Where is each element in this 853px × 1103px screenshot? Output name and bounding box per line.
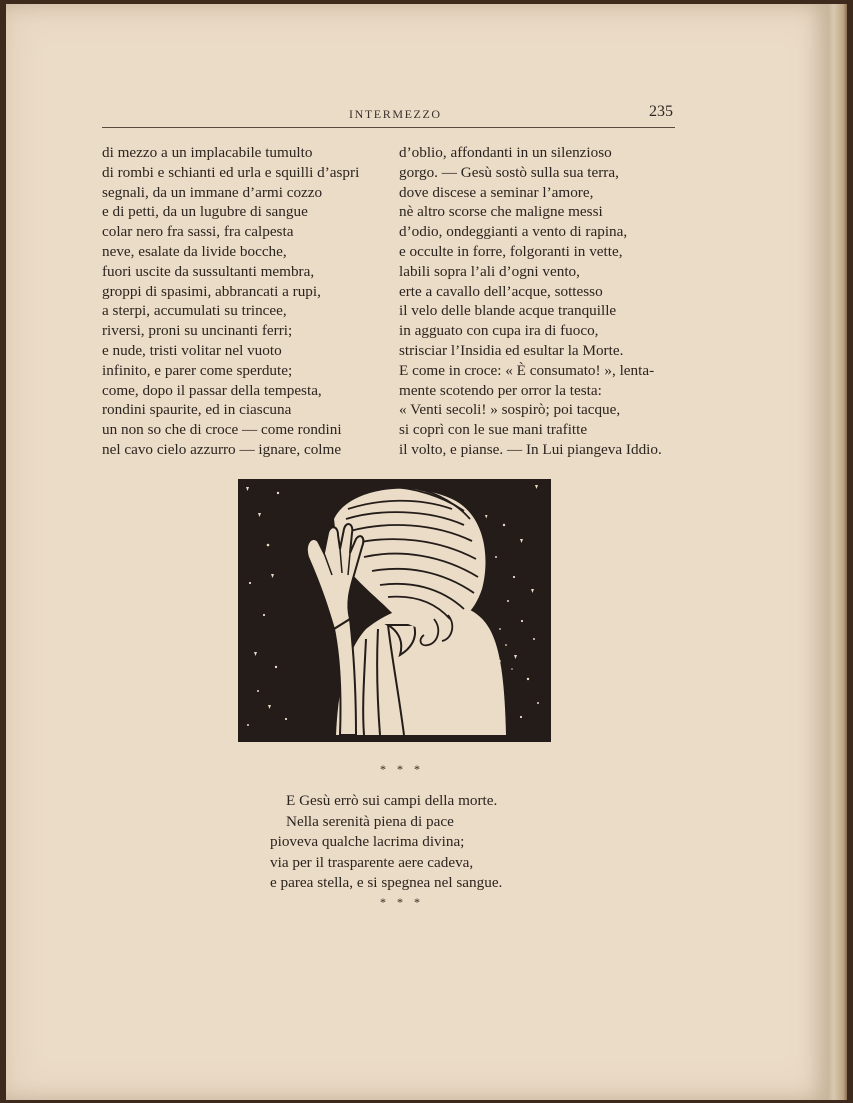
- text-line: nel cavo cielo azzurro — ignare, colme: [102, 440, 342, 458]
- text-line: labili sopra l’ali d’ogni vento,: [399, 262, 580, 280]
- page-number: 235: [649, 103, 673, 120]
- text-line: fuori uscite da sussultanti membra,: [102, 262, 315, 280]
- text-line: gorgo. — Gesù sostò sulla sua terra,: [399, 163, 619, 181]
- text-line: di rombi e schianti ed urla e squilli d’aspri: [102, 163, 360, 181]
- text-line: nè altro scorse che maligne messi: [399, 203, 603, 221]
- verse-line: E Gesù errò sui campi della morte.: [286, 792, 498, 809]
- verse-line: Nella serenità piena di pace: [286, 812, 454, 830]
- woodcut-weeping-figure-icon: [238, 479, 551, 742]
- left-text-column: [102, 143, 359, 460]
- text-line: strisciar l’Insidia ed esultar la Morte.: [399, 341, 624, 359]
- text-line: un non so che di croce — come rondini: [102, 421, 342, 439]
- text-line: il velo delle blande acque tranquille: [399, 302, 617, 320]
- text-line: mente scotendo per orror la testa:: [399, 381, 602, 399]
- text-line: a sterpi, accumulati su trincee,: [102, 302, 287, 320]
- text-line: d’oblio, affondanti in un silenzioso: [399, 144, 612, 161]
- text-line: in agguato con cupa ira di fuoco,: [399, 322, 599, 340]
- running-header: [102, 103, 675, 128]
- text-line: come, dopo il passar della tempesta,: [102, 381, 322, 399]
- text-line: « Venti secoli! » sospirò; poi tacque,: [399, 401, 621, 419]
- verse-line: pioveva qualche lacrima divina;: [270, 833, 465, 851]
- text-line: segnali, da un immane d’armi cozzo: [102, 183, 323, 201]
- text-line: e nude, tristi volitar nel vuoto: [102, 341, 282, 359]
- woodcut-illustration: [238, 479, 551, 742]
- text-line: infinito, e parer come sperdute;: [102, 361, 293, 379]
- verse-stanza: [270, 791, 502, 894]
- page-edges: [828, 4, 847, 1100]
- text-line: riversi, proni su uncinanti ferri;: [102, 322, 293, 340]
- text-line: dove discese a seminar l’amore,: [399, 183, 594, 201]
- text-line: e di petti, da un lugubre di sangue: [102, 203, 308, 221]
- text-line: e occulte in forre, folgoranti in vette,: [399, 242, 623, 260]
- verse-line: e parea stella, e si spegnea nel sangue.: [270, 874, 503, 892]
- text-line: si coprì con le sue mani trafitte: [399, 421, 588, 439]
- section-separator: * * *: [380, 895, 424, 909]
- text-line: E come in croce: « È consumato! », lenta-: [399, 361, 655, 379]
- running-title: INTERMEZZO: [349, 107, 442, 121]
- text-line: il volto, e pianse. — In Lui piangeva Iddio.: [399, 440, 662, 458]
- text-line: di mezzo a un implacabile tumulto: [102, 144, 313, 161]
- text-line: d’odio, ondeggianti a vento di rapina,: [399, 223, 628, 241]
- text-line: rondini spaurite, ed in ciascuna: [102, 401, 292, 419]
- section-separator: * * *: [380, 762, 424, 776]
- text-line: erte a cavallo dell’acque, sottesso: [399, 282, 603, 300]
- text-line: neve, esalate da livide bocche,: [102, 242, 287, 260]
- verse-line: via per il trasparente aere cadeva,: [270, 853, 474, 871]
- right-text-column: [399, 143, 662, 460]
- text-line: groppi di spasimi, abbrancati a rupi,: [102, 282, 321, 300]
- text-line: colar nero fra sassi, fra calpesta: [102, 223, 294, 241]
